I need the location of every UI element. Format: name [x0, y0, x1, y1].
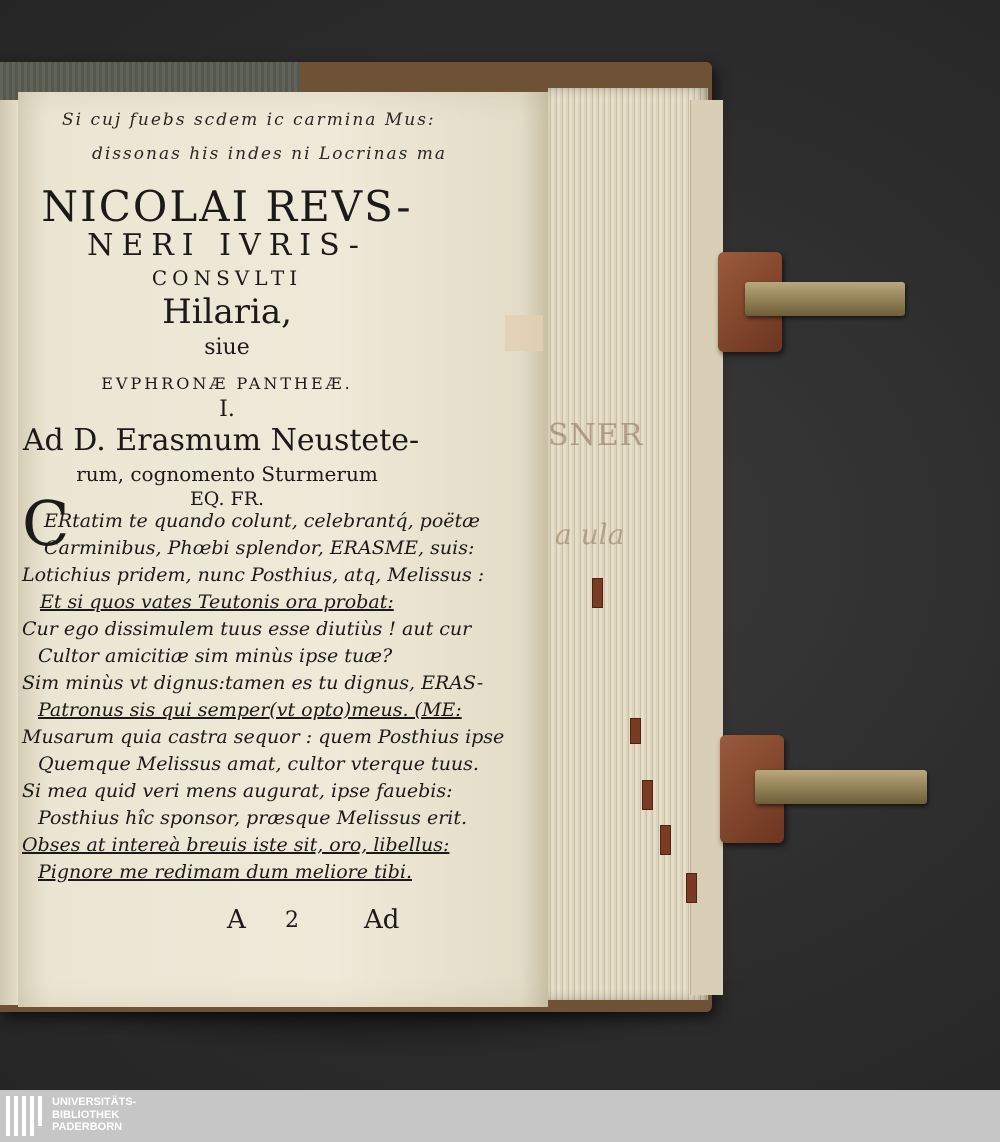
title-line-5: siue [204, 335, 250, 360]
verse-line: Posthius hîc sponsor, præsque Melissus erit. [38, 807, 468, 829]
verse-line: Cur ego dissimulem tuus esse diutiùs ! aut cur [22, 618, 472, 640]
verse-line: Si mea quid veri mens augurat, ipse fauebis: [22, 780, 453, 802]
clasp-metal-bottom [755, 770, 927, 804]
catchword: Ad [364, 905, 400, 935]
signature-mark: A [227, 905, 246, 935]
page-block-edge [690, 100, 723, 995]
poem-number: I. [219, 397, 235, 422]
fore-edge-subtitle: a ula [555, 518, 625, 551]
page-tab [592, 578, 603, 608]
page-tab [686, 873, 697, 903]
title-line-2: NERI IVRIS- [87, 228, 367, 263]
title-line-3: CONSVLTI [151, 266, 303, 290]
drop-capital: C [22, 487, 70, 560]
library-name-line-2: BIBLIOTHEK [52, 1108, 120, 1121]
title-line-4: Hilaria, [162, 292, 292, 332]
handwritten-note-line-2: dissonas his indes ni Locrinas ma [92, 144, 448, 164]
library-footer-bar [0, 1090, 1000, 1142]
clasp-metal-top [745, 282, 905, 316]
poem-heading-1: Ad D. Erasmum Neustete- [22, 423, 420, 458]
left-page-edge [0, 100, 20, 1005]
verse-line: Et si quos vates Teutonis ora probat: [40, 591, 394, 613]
fore-edge-title: SNER [548, 418, 644, 453]
verse-line: Obses at intereà breuis iste sit, oro, libellus: [22, 834, 450, 856]
title-line-1: NICOLAI REVS- [41, 182, 413, 231]
verse-line: Musarum quia castra sequor : quem Posthius ipse [22, 726, 505, 748]
verse-line: Lotichius pridem, nunc Posthius, atq, Melissus : [22, 564, 485, 586]
library-name-line-1: UNIVERSITÄTS- [52, 1096, 137, 1108]
library-name-line-3: PADERBORN [52, 1121, 123, 1133]
handwritten-note-line-1: Si cuj fuebs scdem ic carmina Mus: [62, 110, 436, 130]
poem-heading-3: EQ. FR. [189, 488, 265, 510]
library-logo-icon [6, 1096, 46, 1136]
verse-line: Sim minùs vt dignus:tamen es tu dignus, ERAS- [22, 672, 484, 694]
page-tab [660, 825, 671, 855]
title-line-6: EVPHRONÆ PANTHEÆ. [101, 374, 353, 393]
verse-line: Carminibus, Phœbi splendor, ERASME, suis: [44, 537, 475, 559]
page-tab [642, 780, 653, 810]
paper-stain [505, 315, 543, 351]
signature-number: 2 [285, 908, 299, 933]
library-name [52, 1096, 136, 1134]
verse-line: Quemque Melissus amat, cultor vterque tuus. [38, 753, 479, 775]
page-tab [630, 718, 641, 744]
verse-line: Patronus sis qui semper(vt opto)meus. (ME: [38, 699, 462, 721]
verse-line: Pignore me redimam dum meliore tibi. [38, 861, 412, 883]
verse-line: ERtatim te quando colunt, celebrantq́, poëtæ [44, 510, 481, 532]
poem-heading-2: rum, cognomento Sturmerum [76, 462, 378, 486]
verse-line: Cultor amicitiæ sim minùs ipse tuæ? [38, 645, 393, 667]
